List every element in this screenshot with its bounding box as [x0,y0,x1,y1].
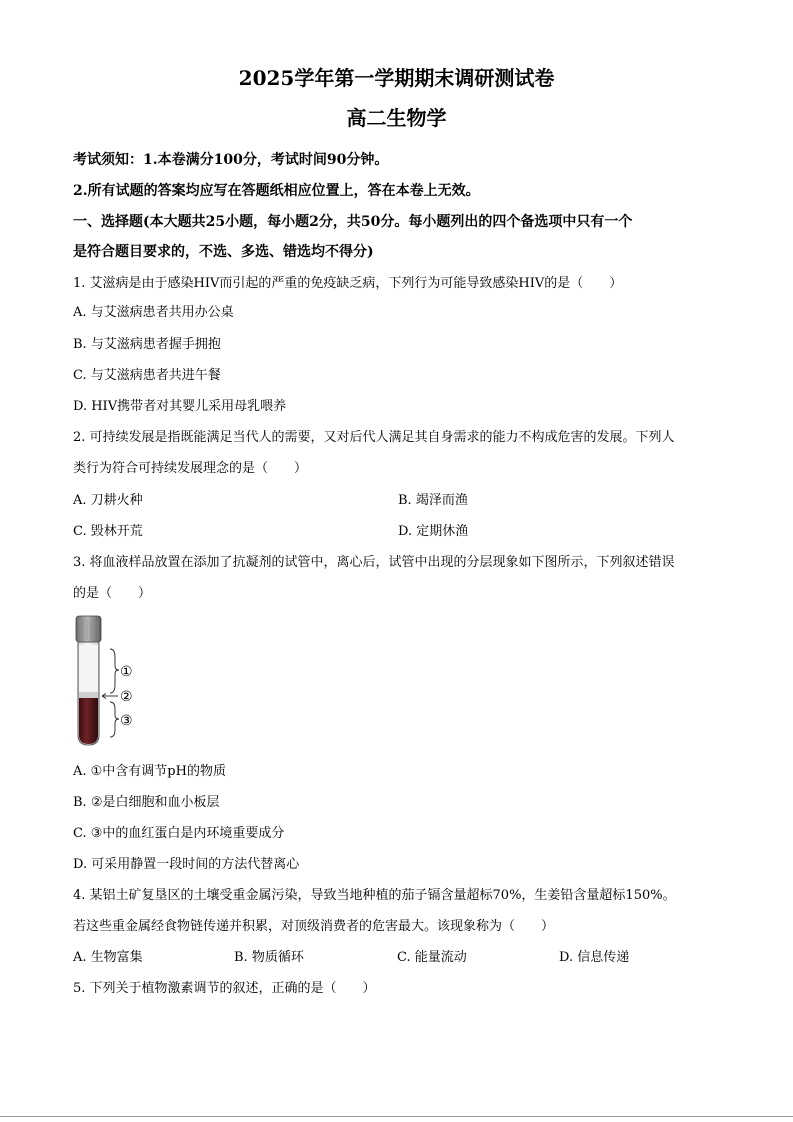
question-4-option-b: B. 物质循环 [234,950,304,965]
subject-title: 高二生物学 [346,106,447,130]
question-4-stem: 4. 某铝土矿复垦区的土壤受重金属污染，导致当地种植的茄子镉含量超标70%，生姜铅含量超标150%。 [73,888,676,903]
question-3-option-d: D. 可采用静置一段时间的方法代替离心 [73,857,300,872]
question-2-option-d: D. 定期休渔 [398,524,469,539]
buffy-coat-layer [79,692,98,698]
exam-notice-1: 考试须知：1.本卷满分100分，考试时间90分钟。 [73,152,389,168]
question-1-stem: 1. 艾滋病是由于感染HIV而引起的严重的免疫缺乏病，下列行为可能导致感染HIV的是（ ） [73,276,623,291]
question-2-option-c: C. 毁林开荒 [73,524,143,539]
layer-label-3: ③ [120,713,133,729]
question-1-option-c: C. 与艾滋病患者共进午餐 [73,368,221,383]
section-heading: 一、选择题(本大题共25小题，每小题2分，共50分。每小题列出的四个备选项中只有一个 [73,214,633,230]
question-2-stem: 2. 可持续发展是指既能满足当代人的需要，又对后代人满足其自身需求的能力不构成危害的发展。下列人 [73,430,675,445]
layer-label-1: ① [120,664,133,680]
question-1-option-d: D. HIV携带者对其婴儿采用母乳喂养 [73,399,287,414]
question-4-option-a: A. 生物富集 [73,950,143,965]
question-4-stem-cont: 若这些重金属经食物链传递并积累，对顶级消费者的危害最大。该现象称为（ ） [73,919,555,934]
test-tube-figure [70,615,150,747]
red-cell-layer [79,698,98,744]
page-bottom-rule [0,1116,793,1117]
question-3-stem: 3. 将血液样品放置在添加了抗凝剂的试管中，离心后，试管中出现的分层现象如下图所示，下列叙述错误 [73,555,675,570]
question-5-stem: 5. 下列关于植物激素调节的叙述，正确的是（ ） [73,981,376,996]
exam-notice-2: 2.所有试题的答案均应写在答题纸相应位置上，答在本卷上无效。 [73,183,480,199]
question-2-stem-cont: 类行为符合可持续发展理念的是（ ） [73,461,308,476]
question-3-stem-cont: 的是（ ） [73,586,152,601]
exam-title: 2025学年第一学期期末调研测试卷 [238,66,555,90]
question-2-option-b: B. 竭泽而渔 [398,493,468,508]
question-4-option-d: D. 信息传递 [559,950,630,965]
question-1-option-b: B. 与艾滋病患者握手拥抱 [73,337,221,352]
tube-cap [76,616,101,642]
question-3-option-a: A. ①中含有调节pH的物质 [73,764,226,779]
question-1-option-a: A. 与艾滋病患者共用办公桌 [73,305,234,320]
question-3-option-b: B. ②是白细胞和血小板层 [73,795,220,810]
plasma-layer [79,645,98,692]
question-2-option-a: A. 刀耕火种 [73,493,143,508]
section-heading-cont: 是符合题目要求的，不选、多选、错选均不得分) [73,244,374,260]
layer-label-2: ② [120,689,133,705]
layer-brackets [102,649,119,737]
question-4-option-c: C. 能量流动 [397,950,467,965]
question-3-option-c: C. ③中的血红蛋白是内环境重要成分 [73,826,285,841]
